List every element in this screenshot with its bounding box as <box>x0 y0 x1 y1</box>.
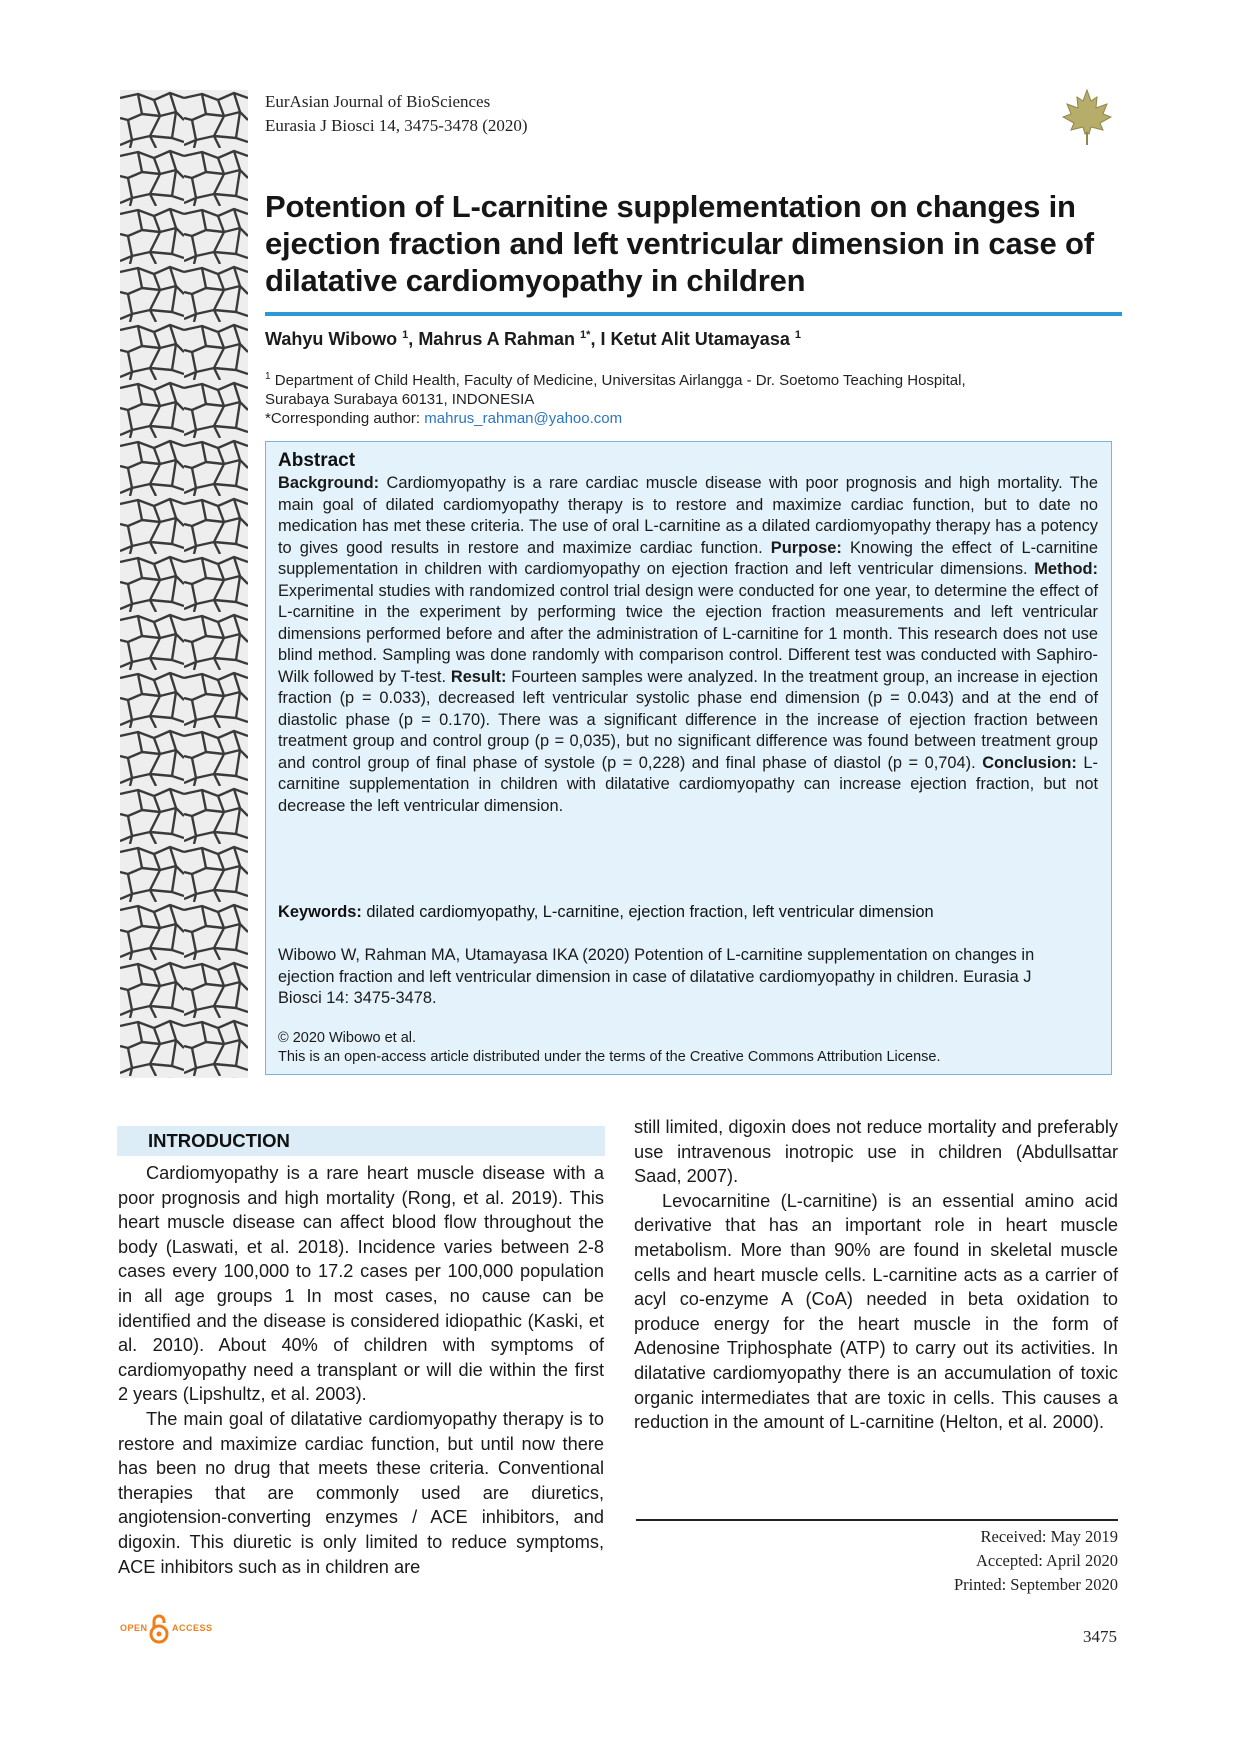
abstract-box <box>265 441 1112 1075</box>
received-date: Received: May 2019 <box>980 1527 1118 1546</box>
affiliation-line: Surabaya Surabaya 60131, INDONESIA <box>265 391 535 408</box>
affiliation-block <box>265 367 1115 428</box>
title-divider <box>265 312 1122 316</box>
author-name: Mahrus A Rahman <box>418 329 576 349</box>
accepted-date: Accepted: April 2020 <box>975 1551 1118 1570</box>
abstract-text <box>278 473 1098 817</box>
keywords-label: Keywords: <box>278 903 362 921</box>
author-affiliation-mark: 1 <box>794 329 801 341</box>
abstract-purpose-label: Purpose: <box>770 538 842 557</box>
body-paragraph: The main goal of dilatative cardiomyopathy therapy is to restore and maximize cardiac function, but until now there has been no drug that meets these criteria. Conventional therapies that are commonly used are diuretics, angiotension-converting enzymes / ACE inhibitors, and digoxin. This diuretic is only limited to reduce symptoms, ACE inhibitors such as in children are <box>118 1408 604 1577</box>
body-paragraph: Levocarnitine (L-carnitine) is an essential amino acid derivative that has an important role in heart muscle metabolism. More than 90% are found in skeletal muscle cells and heart muscle cells. L-carnitine acts as a carrier of acyl co-enzyme A (CoA) needed in beta oxidation to produce energy for the heart muscle in the form of Adenosine Triphosphate (ATP) to carry out its activities. In dilatative cardiomyopathy there is an accumulation of toxic organic intermediates that are toxic in cells. This causes a reduction in the amount of L-carnitine (Helton, et al. 2000). <box>634 1190 1118 1433</box>
introduction-heading: INTRODUCTION <box>148 1130 290 1151</box>
abstract-method-label: Method: <box>1034 560 1098 578</box>
open-lock-icon <box>148 1614 170 1644</box>
printed-date: Printed: September 2020 <box>953 1575 1118 1594</box>
author-list: Wahyu Wibowo $^1$, Mahrus A Rahman $^{1*}$, I Ketut Alit Utamayasa $^1$ <box>265 329 801 349</box>
author-name: Wahyu Wibowo <box>265 329 398 349</box>
body-paragraph: Cardiomyopathy is a rare heart muscle disease with a poor prognosis and high mortality (Rong, et al. 2019). This heart muscle disease can affect blood flow throughout the body (Laswati, et al. 2018). Incidence varies between 2-8 cases every 100,000 to 17.2 cases per 100,000 population in all age groups 1 In most cases, no cause can be identified and the disease is considered idiopathic (Kaski, et al. 2010). About 40% of children with symptoms of cardiomyopathy need a transplant or will die within the first 2 years (Lipshultz, et al. 2003). <box>118 1163 604 1405</box>
article-title: Potention of L-carnitine supplementation on changes in ejection fraction and left ventricular dimension in case of dilatative cardiomyopathy in children <box>265 189 1094 298</box>
open-access-logo <box>120 1614 220 1644</box>
body-column-left <box>118 1161 604 1579</box>
decorative-texture-image <box>120 90 248 1078</box>
affiliation-mark: 1 <box>265 371 271 382</box>
journal-name: EurAsian Journal of BioSciences <box>265 92 491 111</box>
author-affiliation-mark: 1 <box>402 329 409 341</box>
keywords <box>278 901 1098 923</box>
corresponding-label: *Corresponding author: <box>265 410 421 427</box>
author-name: I Ketut Alit Utamayasa <box>600 329 790 349</box>
keywords-text: dilated cardiomyopathy, L-carnitine, ejection fraction, left ventricular dimension <box>366 903 934 921</box>
copyright-line: © 2020 Wibowo et al. <box>278 1030 417 1046</box>
maple-leaf-icon <box>1062 88 1112 146</box>
open-access-right-text: ACCESS <box>172 1623 213 1633</box>
abstract-background-label: Background: <box>278 474 380 492</box>
abstract-purpose: Knowing the effect of L-carnitine supplementation in children with cardiomyopathy on ejection fraction and left ventricular dimensions. <box>278 538 1098 578</box>
body-paragraph: still limited, digoxin does not reduce mortality and preferably use intravenous inotropic use in children (Abdullsattar Saad, 2007). <box>634 1117 1118 1187</box>
abstract-result: Fourteen samples were analyzed. In the treatment group, an increase in ejection fraction (p = 0.033), decreased left ventricular systolic phase end dimension (p = 0.043) and at the end of diastolic phase (p = 0.170). There was a significant difference in the increase of ejection fraction between treatment group and control group (p = 0,035), but no significant difference was found between treatment group and control group of final phase of systole (p = 0,228) and final phase of diastol (p = 0,704). <box>278 667 1098 772</box>
open-access-left-text: OPEN <box>120 1623 148 1633</box>
abstract-result-label: Result: <box>450 667 507 686</box>
abstract-heading: Abstract <box>278 450 356 471</box>
dates-divider <box>636 1519 1118 1521</box>
copyright-notice <box>278 1029 1098 1067</box>
corresponding-email-link[interactable]: mahrus_rahman@yahoo.com <box>424 410 623 427</box>
abstract-background: Cardiomyopathy is a rare cardiac muscle disease with poor prognosis and high mortality. The main goal of dilated cardiomyopathy therapy is to restore and maximize cardiac function, but to date no medication has met these criteria. The use of oral L-carnitine as a dilated cardiomyopathy therapy has a potency to gives good results in restore and maximize cardiac function. <box>278 474 1098 557</box>
abstract-conclusion: L-carnitine supplementation in children with dilatative cardiomyopathy can increase ejection fraction, but not decrease the left ventricular dimension. <box>278 753 1098 815</box>
body-column-right <box>634 1115 1118 1435</box>
license-line: This is an open-access article distributed under the terms of the Creative Commons Attribution License. <box>278 1049 941 1065</box>
author-affiliation-mark: 1* <box>580 329 591 341</box>
abstract-method: Experimental studies with randomized control trial design were conducted for one year, to determine the effect of L-carnitine in the experiment by performing twice the ejection fraction measurements and left ventricular dimensions performed before and after the administration of L-carnitine for 1 month. This research does not use blind method. Sampling was done randomly with comparison control. Different test was conducted with Saphiro-Wilk followed by T-test. <box>278 581 1098 686</box>
journal-reference: Eurasia J Biosci 14, 3475-3478 (2020) <box>265 116 528 135</box>
page-number: 3475 <box>1083 1627 1117 1646</box>
publication-dates <box>954 1525 1118 1597</box>
abstract-conclusion-label: Conclusion: <box>982 753 1077 772</box>
journal-header <box>265 90 528 138</box>
citation-text: Wibowo W, Rahman MA, Utamayasa IKA (2020) Potention of L-carnitine supplementation on changes in ejection fraction and left ventricular dimension in case of dilatative cardiomyopathy in children. Eurasia J Biosci 14: 3475-3478. <box>278 946 1035 1007</box>
affiliation-line: Department of Child Health, Faculty of Medicine, Universitas Airlangga - Dr. Soetomo Teaching Hospital, <box>274 372 966 389</box>
